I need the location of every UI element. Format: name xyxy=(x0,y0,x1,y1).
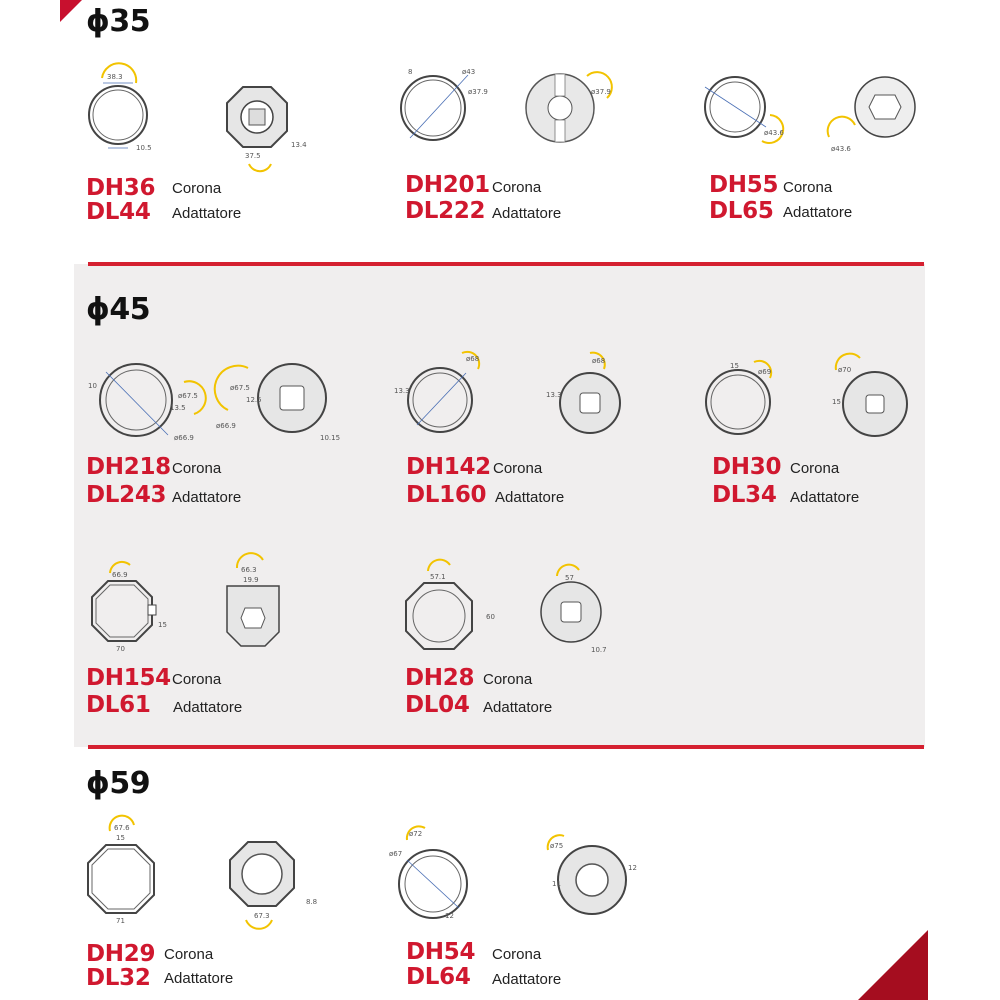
dim-label: ø43 xyxy=(462,68,476,76)
corona-code-dh154: DH154 xyxy=(86,665,171,691)
dim-label: 13.3 xyxy=(394,387,410,395)
corona-label: Corona xyxy=(783,179,833,196)
adapter-code-dl04: DL04 xyxy=(405,692,470,718)
dim-label: 8.8 xyxy=(306,898,318,906)
dim-label: 66.3 xyxy=(241,566,257,574)
dim-label: 66.9 xyxy=(112,571,128,579)
corona-code-dh29: DH29 xyxy=(86,941,156,967)
corona-code-dh28: DH28 xyxy=(405,665,475,691)
drawing-dl243-adapter xyxy=(208,360,341,450)
dim-label: 12 xyxy=(445,912,454,920)
adapter-code-dl44: DL44 xyxy=(86,199,151,225)
dim-label: 57.1 xyxy=(430,573,446,581)
corner-accent-top xyxy=(60,0,82,22)
dim-label: 37.5 xyxy=(245,152,261,160)
dim-label: ø37.9 xyxy=(468,88,488,96)
corona-label: Corona xyxy=(164,946,214,963)
dim-label: ø67.5 xyxy=(178,392,198,400)
drawing-dl32-adapter xyxy=(228,838,328,928)
dim-label: 71 xyxy=(116,917,125,925)
dim-label: 15 xyxy=(116,834,125,842)
drawing-dl65-adapter xyxy=(825,75,925,160)
corona-code-dh218: DH218 xyxy=(86,454,171,480)
dim-label: ø68 xyxy=(592,357,606,365)
drawing-dh30-corona xyxy=(698,352,798,447)
drawing-dh154-corona xyxy=(88,555,178,655)
dim-label: 10.7 xyxy=(591,646,607,654)
dim-label: ø70 xyxy=(838,366,852,374)
adapter-code-dl222: DL222 xyxy=(405,198,486,224)
dim-label: 67.3 xyxy=(254,912,270,920)
dim-label: ø66.9 xyxy=(174,434,194,442)
dim-label: ø37.9 xyxy=(591,88,611,96)
adapter-label: Adattatore xyxy=(790,489,860,506)
dim-label: 70 xyxy=(116,645,125,653)
dim-label: ø75 xyxy=(550,842,564,850)
adapter-code-dl243: DL243 xyxy=(86,482,167,508)
adapter-label: Adattatore xyxy=(172,205,242,222)
drawing-dl160-adapter xyxy=(540,345,640,445)
dim-label: ø72 xyxy=(409,830,423,838)
dim-label: 15 xyxy=(832,398,841,406)
section-title-59: ϕ59 xyxy=(86,766,151,801)
adapter-label: Adattatore xyxy=(492,205,562,222)
adapter-label: Adattatore xyxy=(783,204,853,221)
corona-label: Corona xyxy=(172,460,222,477)
adapter-label: Adattatore xyxy=(172,489,242,506)
divider-top xyxy=(88,262,924,266)
corona-label: Corona xyxy=(483,671,533,688)
corona-code-dh142: DH142 xyxy=(406,454,491,480)
corona-label: Corona xyxy=(492,946,542,963)
dim-label: ø66.9 xyxy=(216,422,236,430)
dim-label: 10.5 xyxy=(136,144,152,152)
dim-label: 57 xyxy=(565,574,574,582)
adapter-code-dl61: DL61 xyxy=(86,692,151,718)
corona-label: Corona xyxy=(493,460,543,477)
adapter-label: Adattatore xyxy=(495,489,565,506)
drawing-dh28-corona xyxy=(400,555,510,660)
dim-label: ø43.6 xyxy=(831,145,851,153)
dim-label: ø67.5 xyxy=(230,384,250,392)
adapter-code-dl65: DL65 xyxy=(709,198,774,224)
dim-label: 19.9 xyxy=(243,576,259,584)
adapter-label: Adattatore xyxy=(173,699,243,716)
drawing-dh36-corona xyxy=(88,55,168,155)
dim-label: ø68 xyxy=(466,355,480,363)
drawing-dh218-corona xyxy=(88,360,218,445)
adapter-label: Adattatore xyxy=(164,970,234,987)
corona-label: Corona xyxy=(492,179,542,196)
section-title-35: ϕ35 xyxy=(86,4,151,39)
drawing-dl34-adapter xyxy=(830,352,930,447)
corona-code-dh201: DH201 xyxy=(405,172,490,198)
dim-label: ø67 xyxy=(389,850,403,858)
dim-label: 38.3 xyxy=(107,73,123,81)
drawing-dh55-corona xyxy=(700,75,810,155)
corona-code-dh55: DH55 xyxy=(709,172,779,198)
dim-label: 60 xyxy=(486,613,495,621)
drawing-dh201-corona xyxy=(398,60,508,150)
adapter-label: Adattatore xyxy=(492,971,562,988)
corona-code-dh30: DH30 xyxy=(712,454,782,480)
corner-accent-bottom xyxy=(858,930,928,1000)
adapter-code-dl160: DL160 xyxy=(406,482,487,508)
drawing-dl04-adapter xyxy=(535,560,635,660)
drawing-dh29-corona xyxy=(80,815,180,930)
dim-label: ø43.6 xyxy=(764,129,784,137)
section-title-45: ϕ45 xyxy=(86,292,151,327)
corona-code-dh54: DH54 xyxy=(406,939,476,965)
corona-label: Corona xyxy=(172,180,222,197)
dim-label: ø69 xyxy=(758,368,772,376)
dim-label: 13.4 xyxy=(291,141,307,149)
drawing-dl61-adapter xyxy=(215,550,305,655)
dim-label: 67.6 xyxy=(114,824,130,832)
corona-label: Corona xyxy=(172,671,222,688)
drawing-dh142-corona xyxy=(392,345,502,445)
divider-bottom xyxy=(88,745,924,749)
dim-label: 12 xyxy=(628,864,637,872)
dim-label: 13.3 xyxy=(546,391,562,399)
dim-label: 11 xyxy=(552,880,561,888)
drawing-dl222-adapter xyxy=(515,68,635,148)
dim-label: 15 xyxy=(730,362,739,370)
dim-label: 8 xyxy=(408,68,413,76)
adapter-label: Adattatore xyxy=(483,699,553,716)
dim-label: 15 xyxy=(158,621,167,629)
adapter-code-dl34: DL34 xyxy=(712,482,777,508)
adapter-code-dl64: DL64 xyxy=(406,964,471,990)
dim-label: 10 xyxy=(88,382,97,390)
dim-label: 13.5 xyxy=(170,404,186,412)
drawing-dl64-adapter xyxy=(540,830,640,925)
drawing-dh54-corona xyxy=(385,820,495,930)
corona-code-dh36: DH36 xyxy=(86,175,156,201)
drawing-dl44-adapter xyxy=(225,85,325,175)
corona-label: Corona xyxy=(790,460,840,477)
adapter-code-dl32: DL32 xyxy=(86,965,151,991)
dim-label: 10.15 xyxy=(320,434,341,442)
dim-label: 12.5 xyxy=(246,396,262,404)
